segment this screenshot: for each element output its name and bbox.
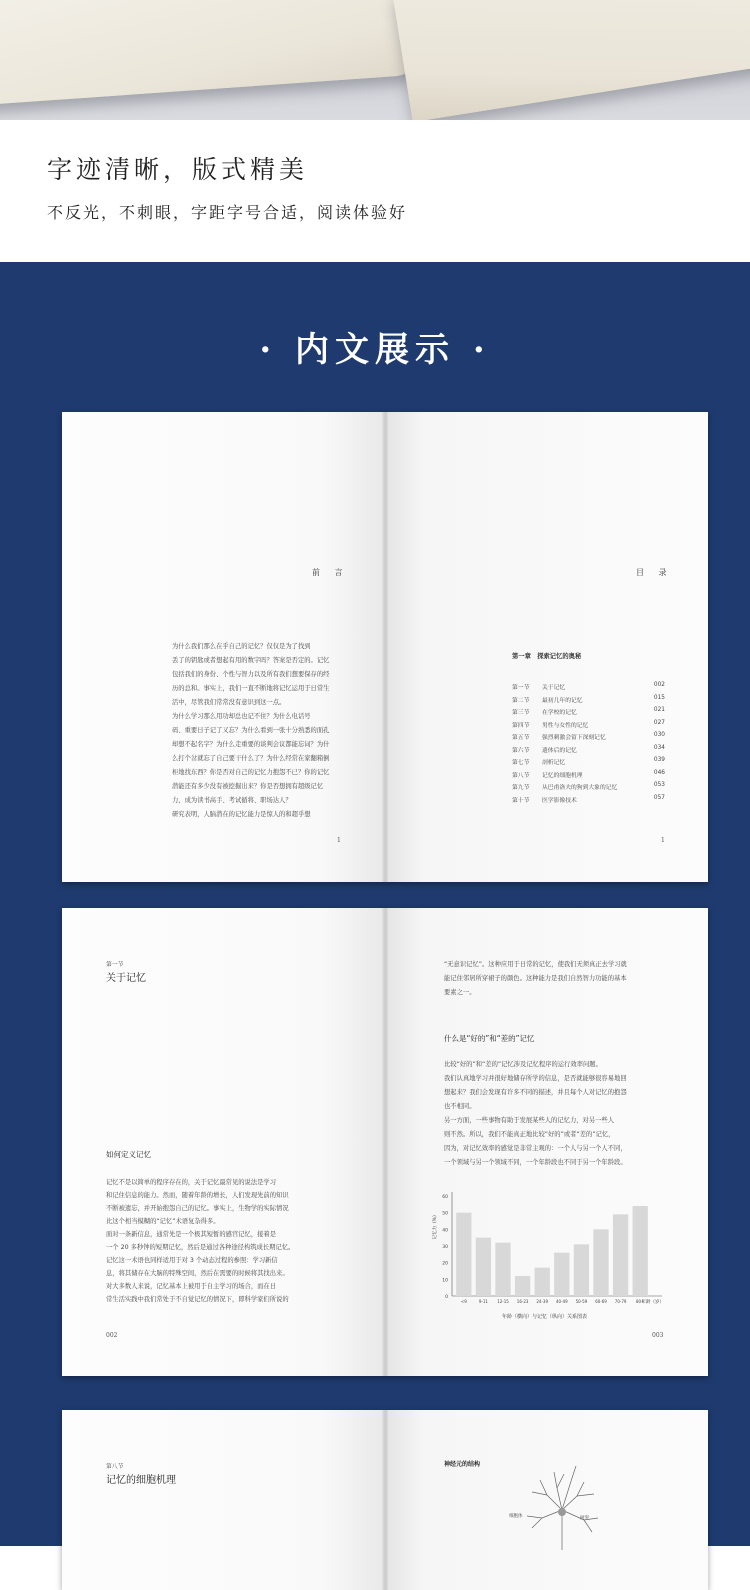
feature-subtitle: 不反光，不刺眼，字距字号合适，阅读体验好 [47, 203, 408, 222]
toc-page: 021 [653, 707, 665, 713]
page-gutter [382, 908, 388, 1376]
text-line: 我们认真地学习并很好地储存所学的信息，是否就能够很容易地回 [444, 1075, 627, 1082]
toc-section: 第八节 [512, 772, 530, 779]
x-tick-label: 40-49 [555, 1299, 568, 1304]
toc-chapter: 第一章 探索记忆的奥秘 [512, 653, 582, 660]
text-line: 为什么我们那么在乎自己的记忆？仅仅是为了找到 [172, 643, 311, 650]
toc-section: 第三节 [512, 710, 530, 716]
toc-section: 第九节 [512, 785, 530, 791]
section-kicker: 第八节 [106, 1464, 124, 1470]
chart-bar [476, 1238, 491, 1296]
text-line: 比较“好的”和“差的”记忆涉及记忆程序的运行效率问题。 [444, 1061, 602, 1068]
diagram-label-dendrite: 树突 [580, 1516, 589, 1521]
book-right-page [392, 0, 750, 120]
toc-item [512, 795, 665, 807]
y-axis-label: 记忆力（%） [433, 1212, 438, 1240]
text-line: 历的总和。事实上，我们一直不断地将记忆运用于日常生 [172, 685, 330, 692]
page-gutter [382, 1410, 388, 1590]
text-line: 码、重要日子记了又忘？为什么看到一张十分熟悉的面孔 [172, 727, 330, 734]
toc-page: 039 [653, 757, 665, 763]
feature-title: 字迹清晰，版式精美 [47, 155, 309, 184]
chapter-title: 记忆的细胞机理 [106, 1475, 176, 1486]
text-line: 么打个岔就忘了自己要干什么了？为什么经常在家翻箱倒 [172, 755, 330, 762]
x-tick-label: 60-69 [595, 1299, 607, 1304]
text-line: 柜地找东西？你是否对自己的记忆力抱怨不已？你的记忆 [172, 769, 330, 776]
toc-name: 最初几年的记忆 [542, 697, 583, 704]
x-axis-label: 年龄（岁） [641, 1300, 664, 1305]
chart-bar [495, 1243, 510, 1296]
toc-name: 记忆的细胞机理 [542, 772, 583, 779]
toc-name: 从巴甫洛夫的狗到大象的记忆 [542, 785, 618, 791]
preface-text [172, 640, 372, 822]
x-tick-label: 16-23 [516, 1299, 529, 1304]
chart-caption: 年龄（横向）与记忆（纵向）关系图表 [502, 1314, 588, 1320]
text-line: 也不相同。 [444, 1103, 476, 1110]
toc-page: 046 [653, 769, 665, 776]
toc-item [512, 682, 665, 694]
toc-page: 034 [653, 744, 665, 751]
toc-item [512, 707, 665, 719]
text-line: 则不然。所以，我们不能真正地比较“好的”或者“差的”记忆， [444, 1131, 615, 1138]
text-line: 潜能还有多少没有被挖掘出来？你是否想拥有超级记忆 [172, 783, 324, 790]
chart-bar [613, 1214, 628, 1296]
toc-name: 医学影像技术 [542, 797, 577, 804]
body-text [444, 1058, 704, 1170]
text-line: 和记住信息的能力。然而，随着年龄的增长，人们发现先前的知识 [106, 1192, 289, 1199]
text-line: 一个领域与另一个领域不同，一个年龄段也不同于另一个年龄段。 [444, 1159, 627, 1166]
toc-page: 002 [653, 682, 665, 688]
chart-bar [515, 1276, 530, 1296]
page-number: 002 [106, 1332, 118, 1339]
y-tick-label: 0 [445, 1295, 448, 1300]
chart-bar [456, 1213, 471, 1296]
toc-name: 遗体后的记忆 [542, 747, 577, 754]
x-tick-label: 50-59 [575, 1299, 588, 1304]
y-tick-label: 60 [442, 1195, 448, 1200]
text-line: 力，成为读书高手、考试循将、职场达人？ [172, 797, 292, 804]
text-line: 记忆这一术语也同样适用于对 3 个动态过程的参照：学习新信 [106, 1257, 278, 1264]
y-tick-label: 30 [442, 1245, 448, 1250]
text-line: 为什么学习那么用功却总也记不住？为什么电话号 [172, 713, 311, 720]
text-line: 却想不起名字？为什么走重要的谈判会议都能忘词？为什 [172, 741, 330, 748]
toc-name: 强烈刺激会留下深刻记忆 [542, 735, 606, 741]
y-tick-label: 50 [442, 1211, 448, 1217]
text-line: 记忆不是以简单的程序存在的，关于记忆最常见的说法是学习 [106, 1179, 277, 1186]
toc-name: 剖析记忆 [542, 760, 566, 766]
text-line: 一个 20 多秒钟的短期记忆，然后是通过各种途径构筑成长期记忆。 [106, 1244, 295, 1251]
page-number: 1 [337, 837, 341, 844]
y-tick-label: 20 [442, 1261, 448, 1267]
y-tick-label: 10 [442, 1278, 448, 1284]
toc-section: 第四节 [512, 722, 530, 729]
toc-section: 第七节 [512, 760, 530, 766]
x-tick-label: 24-39 [536, 1299, 549, 1304]
chart-bar [554, 1253, 569, 1296]
toc-section: 第六节 [512, 747, 530, 754]
text-line: 要素之一。 [444, 989, 476, 996]
x-tick-label: <9 [460, 1299, 467, 1304]
body-text [106, 1176, 371, 1306]
chart-bar [593, 1229, 608, 1296]
text-line: 比这个相当模糊的“记忆”术语复杂得多。 [106, 1218, 220, 1225]
toc-section: 第一节 [512, 685, 530, 691]
toc-item [512, 782, 665, 794]
toc-page: 027 [653, 719, 665, 726]
right-page [385, 412, 708, 882]
text-line: 另一方面，一些事物有助于发展某些人的记忆力，对另一些人 [444, 1117, 615, 1124]
text-line: 包括我们的身份、个性与智力以及所有我们想要保存的经 [172, 671, 330, 678]
book-spread-chapter [62, 908, 708, 1376]
page-number: 003 [652, 1332, 664, 1339]
text-line: 面对一条新信息，通常先是一个极其短暂的感官记忆，接着是 [106, 1231, 277, 1238]
chart-bar [633, 1206, 648, 1296]
page-number: 1 [661, 837, 665, 844]
page-gutter [382, 412, 388, 882]
feature-header [0, 120, 750, 262]
book-left-page [0, 0, 434, 106]
interior-showcase [0, 262, 750, 1546]
chart-bar [535, 1268, 550, 1296]
toc-page: 053 [653, 782, 665, 788]
text-line: 常生活实践中我们常处于不自觉记忆的情况下，即科学家们所说的 [106, 1296, 289, 1303]
x-tick-label: 70-79 [614, 1299, 627, 1304]
toc-name: 男性与女性的记忆 [542, 722, 589, 729]
text-line: 研究表明，人脑潜在的记忆能力是惊人的和超乎想 [172, 811, 311, 818]
body-text [444, 958, 704, 1000]
toc-item [512, 720, 665, 732]
x-tick-label: 9-11 [478, 1299, 488, 1304]
x-tick-label: 12-15 [497, 1299, 509, 1304]
toc-title: 目 录 [636, 568, 673, 577]
book-spread-preface [62, 412, 708, 882]
toc-item [512, 745, 665, 757]
book-photo [0, 0, 750, 120]
toc-section: 第二节 [512, 697, 530, 704]
text-line: “无意识记忆”。这种应用于日常的记忆，使我们无须真正去学习就 [444, 961, 627, 968]
toc-page: 015 [653, 694, 665, 701]
chapter-title: 关于记忆 [106, 973, 146, 984]
text-line: 想起来？我们会发现有许多不同的描述，并且每个人对记忆的抱怨 [444, 1089, 627, 1096]
subhead: 如何定义记忆 [106, 1150, 151, 1159]
toc-item [512, 757, 665, 769]
toc-item [512, 770, 665, 782]
toc-section: 第十节 [512, 797, 530, 804]
text-line: 对大多数人来说，记忆基本上被用于自主学习的场合，而在日 [106, 1283, 277, 1290]
age-memory-chart [430, 1184, 670, 1324]
text-line: 丢了的钥匙或者想起有用的数字吗？答案是否定的。记忆 [172, 657, 330, 664]
section-kicker: 第一节 [106, 962, 124, 968]
text-line: 不断被遗忘，并开始抱怨自己的记忆。事实上，生物学的实际情况 [106, 1205, 289, 1212]
y-tick-label: 40 [442, 1228, 448, 1234]
left-page [62, 1410, 385, 1590]
chart-bar [574, 1244, 589, 1296]
text-line: 活中，尽管我们常常没有意识到这一点。 [172, 699, 286, 706]
book-spread-neuron [62, 1410, 708, 1590]
toc-section: 第五节 [512, 735, 530, 741]
toc-name: 关于记忆 [542, 685, 566, 691]
diagram-title: 神经元的结构 [444, 1461, 481, 1468]
toc-page: 030 [653, 732, 665, 738]
section-title: · 内文展示 · [259, 330, 491, 370]
neuron-diagram [502, 1460, 622, 1550]
x-tick-label: 80+ [635, 1299, 645, 1304]
subhead: 什么是“好的”和“差的”记忆 [444, 1034, 535, 1043]
toc-page: 057 [653, 794, 665, 801]
text-line: 息，将其储存在大脑的特殊空间，然后在需要的时候将其找出来。 [106, 1270, 289, 1277]
toc-item [512, 695, 665, 707]
toc-item [512, 732, 665, 744]
preface-title: 前 言 [312, 568, 349, 577]
diagram-label-cell-body: 细胞体 [509, 1514, 523, 1519]
toc-name: 在学校的记忆 [542, 710, 577, 716]
text-line: 能记住邻居所穿裙子的颜色。这种能力是我们自然智力功能的基本 [444, 975, 627, 982]
text-line: 因为，对记忆效率的感觉是非常主观的：一个人与另一个人不同， [444, 1145, 627, 1152]
